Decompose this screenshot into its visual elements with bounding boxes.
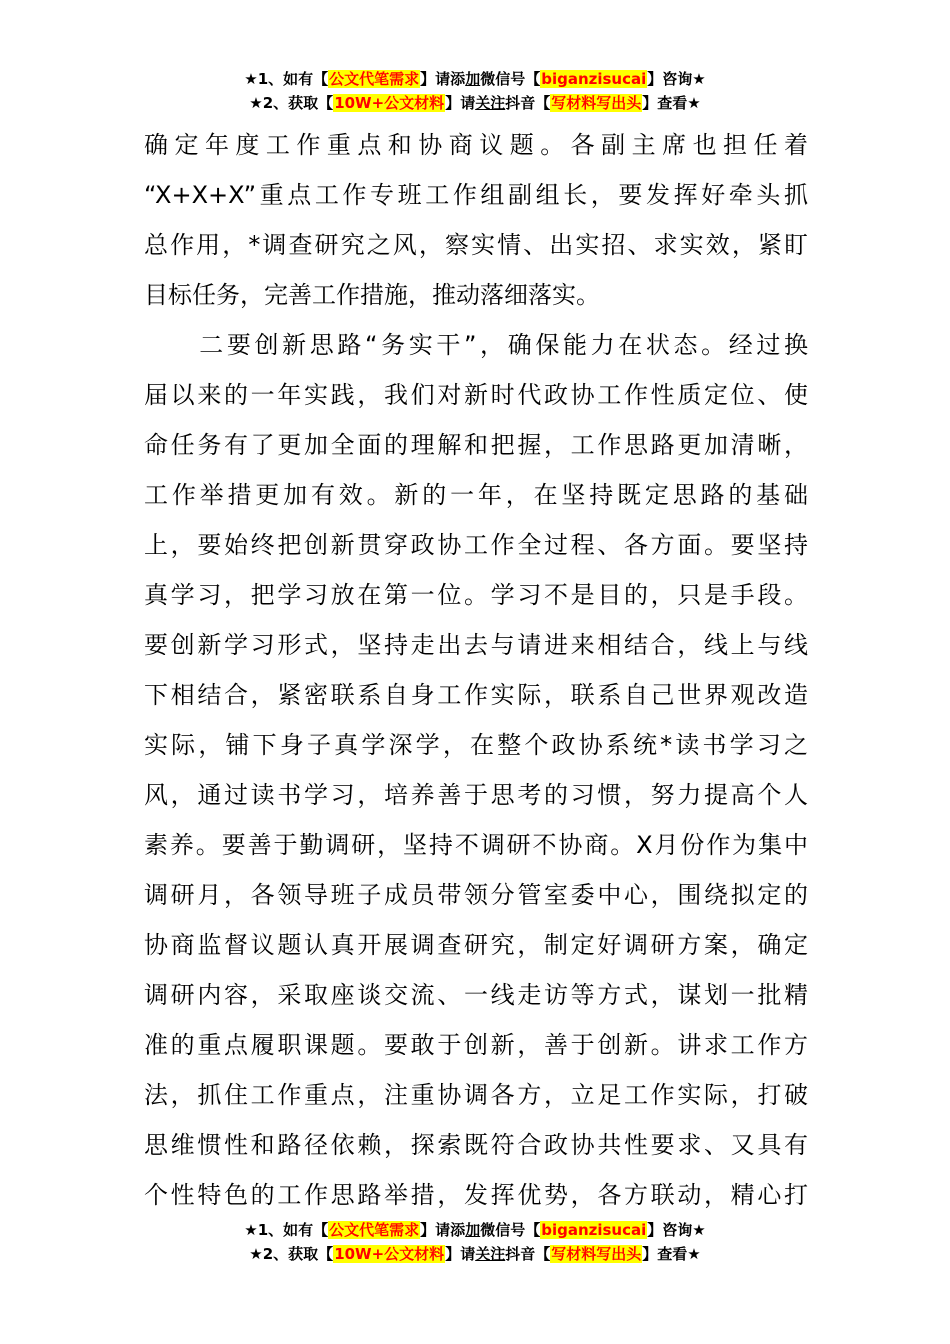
body-line: 总作用，*调查研究之风，察实情、出实招、求实效，紧盯 xyxy=(144,231,808,259)
document-body xyxy=(144,120,808,1220)
header-line-2-highlight-douyin: 写材料写出头 xyxy=(551,94,642,112)
body-line: 工作举措更加有效。新的一年，在坚持既定思路的基础 xyxy=(144,481,808,509)
footer-line-1-prefix: ★1、如有【 xyxy=(244,1221,329,1239)
footer-line-1-highlight-service: 公文代笔需求 xyxy=(329,1221,420,1239)
body-line: 目标任务，完善工作措施，推动落细落实。 xyxy=(144,281,600,309)
header-line-1 xyxy=(0,67,950,91)
footer-line-2 xyxy=(0,1242,950,1266)
footer-line-1-mid: 】请添 xyxy=(420,1221,466,1239)
body-line: 调研月，各领导班子成员带领分管室委中心，围绕拟定的 xyxy=(144,881,808,909)
body-line: 素养。要善于勤调研，坚持不调研不协商。X月份作为集中 xyxy=(144,831,808,859)
body-line: “X+X+X”重点工作专班工作组副组长，要发挥好牵头抓 xyxy=(144,181,808,209)
header-line-2-mid-2: 抖音【 xyxy=(505,94,551,112)
body-line: 要创新学习形式，坚持走出去与请进来相结合，线上与线 xyxy=(144,631,808,659)
body-line: 调研内容，采取座谈交流、一线走访等方式，谋划一批精 xyxy=(144,981,808,1009)
body-line: 确定年度工作重点和协商议题。各副主席也担任着 xyxy=(144,131,808,159)
footer-line-1 xyxy=(0,1218,950,1242)
footer-line-2-prefix: ★2、获取【 xyxy=(249,1245,334,1263)
header-line-1-prefix: ★1、如有【 xyxy=(244,70,329,88)
header-line-1-emphasis: 加 xyxy=(465,70,481,88)
body-line: 二要创新思路“务实干”，确保能力在状态。经过换 xyxy=(144,331,808,359)
header-line-1-highlight-wechat-id: biganzisucai xyxy=(541,70,647,88)
footer-line-1-mid-2: 微信号【 xyxy=(480,1221,541,1239)
body-line: 下相结合，紧密联系自身工作实际，联系自己世界观改造 xyxy=(144,681,808,709)
header-line-2-prefix: ★2、获取【 xyxy=(249,94,334,112)
header-line-2-highlight-materials: 10W+公文材料 xyxy=(334,94,445,112)
header-line-2-mid: 】请 xyxy=(445,94,476,112)
footer-line-2-suffix: 】查看★ xyxy=(642,1245,701,1263)
body-line: 上，要始终把创新贯穿政协工作全过程、各方面。要坚持 xyxy=(144,531,808,559)
footer-line-2-mid-2: 抖音【 xyxy=(505,1245,551,1263)
header-line-2 xyxy=(0,91,950,115)
body-line: 个性特色的工作思路举措，发挥优势，各方联动，精心打 xyxy=(144,1181,808,1209)
body-line: 命任务有了更加全面的理解和把握，工作思路更加清晰， xyxy=(144,431,808,459)
footer-line-2-highlight-materials: 10W+公文材料 xyxy=(334,1245,445,1263)
body-line: 风，通过读书学习，培养善于思考的习惯，努力提高个人 xyxy=(144,781,808,809)
header-line-1-suffix: 】咨询★ xyxy=(647,70,706,88)
body-line: 协商监督议题认真开展调查研究，制定好调研方案，确定 xyxy=(144,931,808,959)
footer-line-1-suffix: 】咨询★ xyxy=(647,1221,706,1239)
header-banner xyxy=(0,67,950,115)
header-line-1-mid: 】请添 xyxy=(420,70,466,88)
footer-line-1-emphasis: 加 xyxy=(465,1221,481,1239)
header-line-1-mid-2: 微信号【 xyxy=(480,70,541,88)
footer-line-1-highlight-wechat-id: biganzisucai xyxy=(541,1221,647,1239)
footer-line-2-mid: 】请 xyxy=(445,1245,476,1263)
body-line: 思维惯性和路径依赖，探索既符合政协共性要求、又具有 xyxy=(144,1131,808,1159)
body-line: 准的重点履职课题。要敢于创新，善于创新。讲求工作方 xyxy=(144,1031,808,1059)
footer-line-2-highlight-douyin: 写材料写出头 xyxy=(551,1245,642,1263)
header-line-1-highlight-service: 公文代笔需求 xyxy=(329,70,420,88)
body-line: 届以来的一年实践，我们对新时代政协工作性质定位、使 xyxy=(144,381,808,409)
header-line-2-emphasis: 关注 xyxy=(475,94,506,112)
body-line: 实际，铺下身子真学深学，在整个政协系统*读书学习之 xyxy=(144,731,808,759)
body-line: 真学习，把学习放在第一位。学习不是目的，只是手段。 xyxy=(144,581,808,609)
footer-banner xyxy=(0,1218,950,1266)
body-line: 法，抓住工作重点，注重协调各方，立足工作实际，打破 xyxy=(144,1081,808,1109)
footer-line-2-emphasis: 关注 xyxy=(475,1245,506,1263)
header-line-2-suffix: 】查看★ xyxy=(642,94,701,112)
